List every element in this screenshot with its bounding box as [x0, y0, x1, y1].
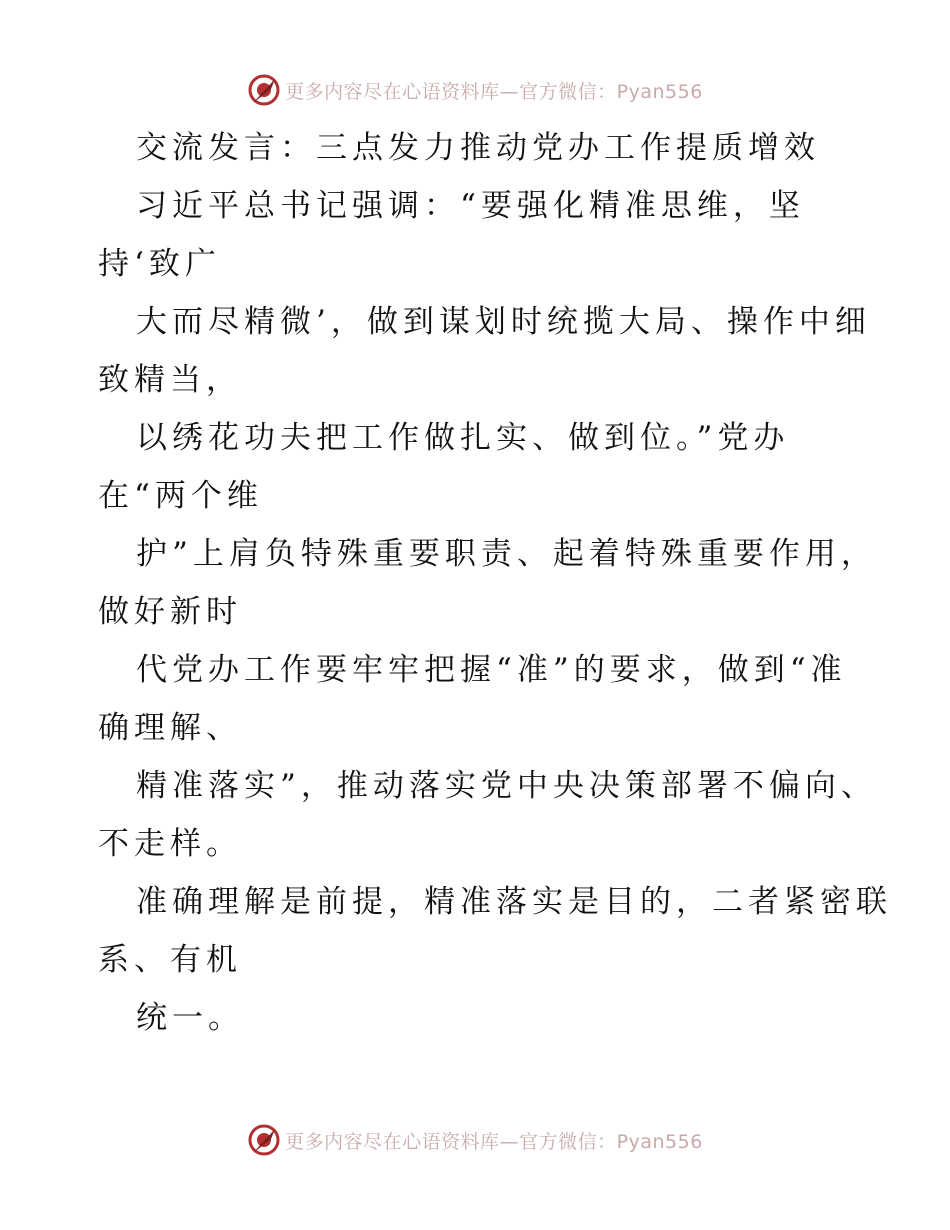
quill-logo-icon: [247, 1123, 281, 1157]
footer-watermark: [0, 1120, 950, 1160]
text-line: 以绣花功夫把工作做扎实、做到位。”党办: [136, 420, 790, 456]
document-title: 交流发言：三点发力推动党办工作提质增效: [136, 130, 820, 166]
text-line: 在“两个维: [98, 478, 263, 514]
text-line: 确理解、: [98, 710, 242, 746]
watermark-text: 更多内容尽在心语资料库—官方微信：Pyan556: [285, 1130, 703, 1153]
text-line: 持‘致广: [98, 246, 221, 282]
header-watermark: [0, 70, 950, 110]
text-line: 致精当，: [98, 362, 242, 398]
quill-logo-icon: [247, 73, 281, 107]
text-line: 不走样。: [98, 826, 242, 862]
text-line: 精准落实”，推动落实党中央决策部署不偏向、: [136, 768, 877, 804]
text-line: 准确理解是前提，精准落实是目的，二者紧密联: [136, 884, 892, 920]
text-line: 统一。: [136, 1000, 244, 1036]
text-line: 系、有机: [98, 942, 242, 978]
text-line: 护”上肩负特殊重要职责、起着特殊重要作用，: [136, 536, 877, 572]
text-line: 做好新时: [98, 594, 242, 630]
text-line: 代党办工作要牢牢把握“准”的要求，做到“准: [136, 652, 847, 688]
watermark-text: 更多内容尽在心语资料库—官方微信：Pyan556: [285, 80, 703, 103]
text-line: 大而尽精微’，做到谋划时统揽大局、操作中细: [136, 304, 871, 340]
text-line: 习近平总书记强调：“要强化精准思维，坚: [136, 188, 805, 224]
